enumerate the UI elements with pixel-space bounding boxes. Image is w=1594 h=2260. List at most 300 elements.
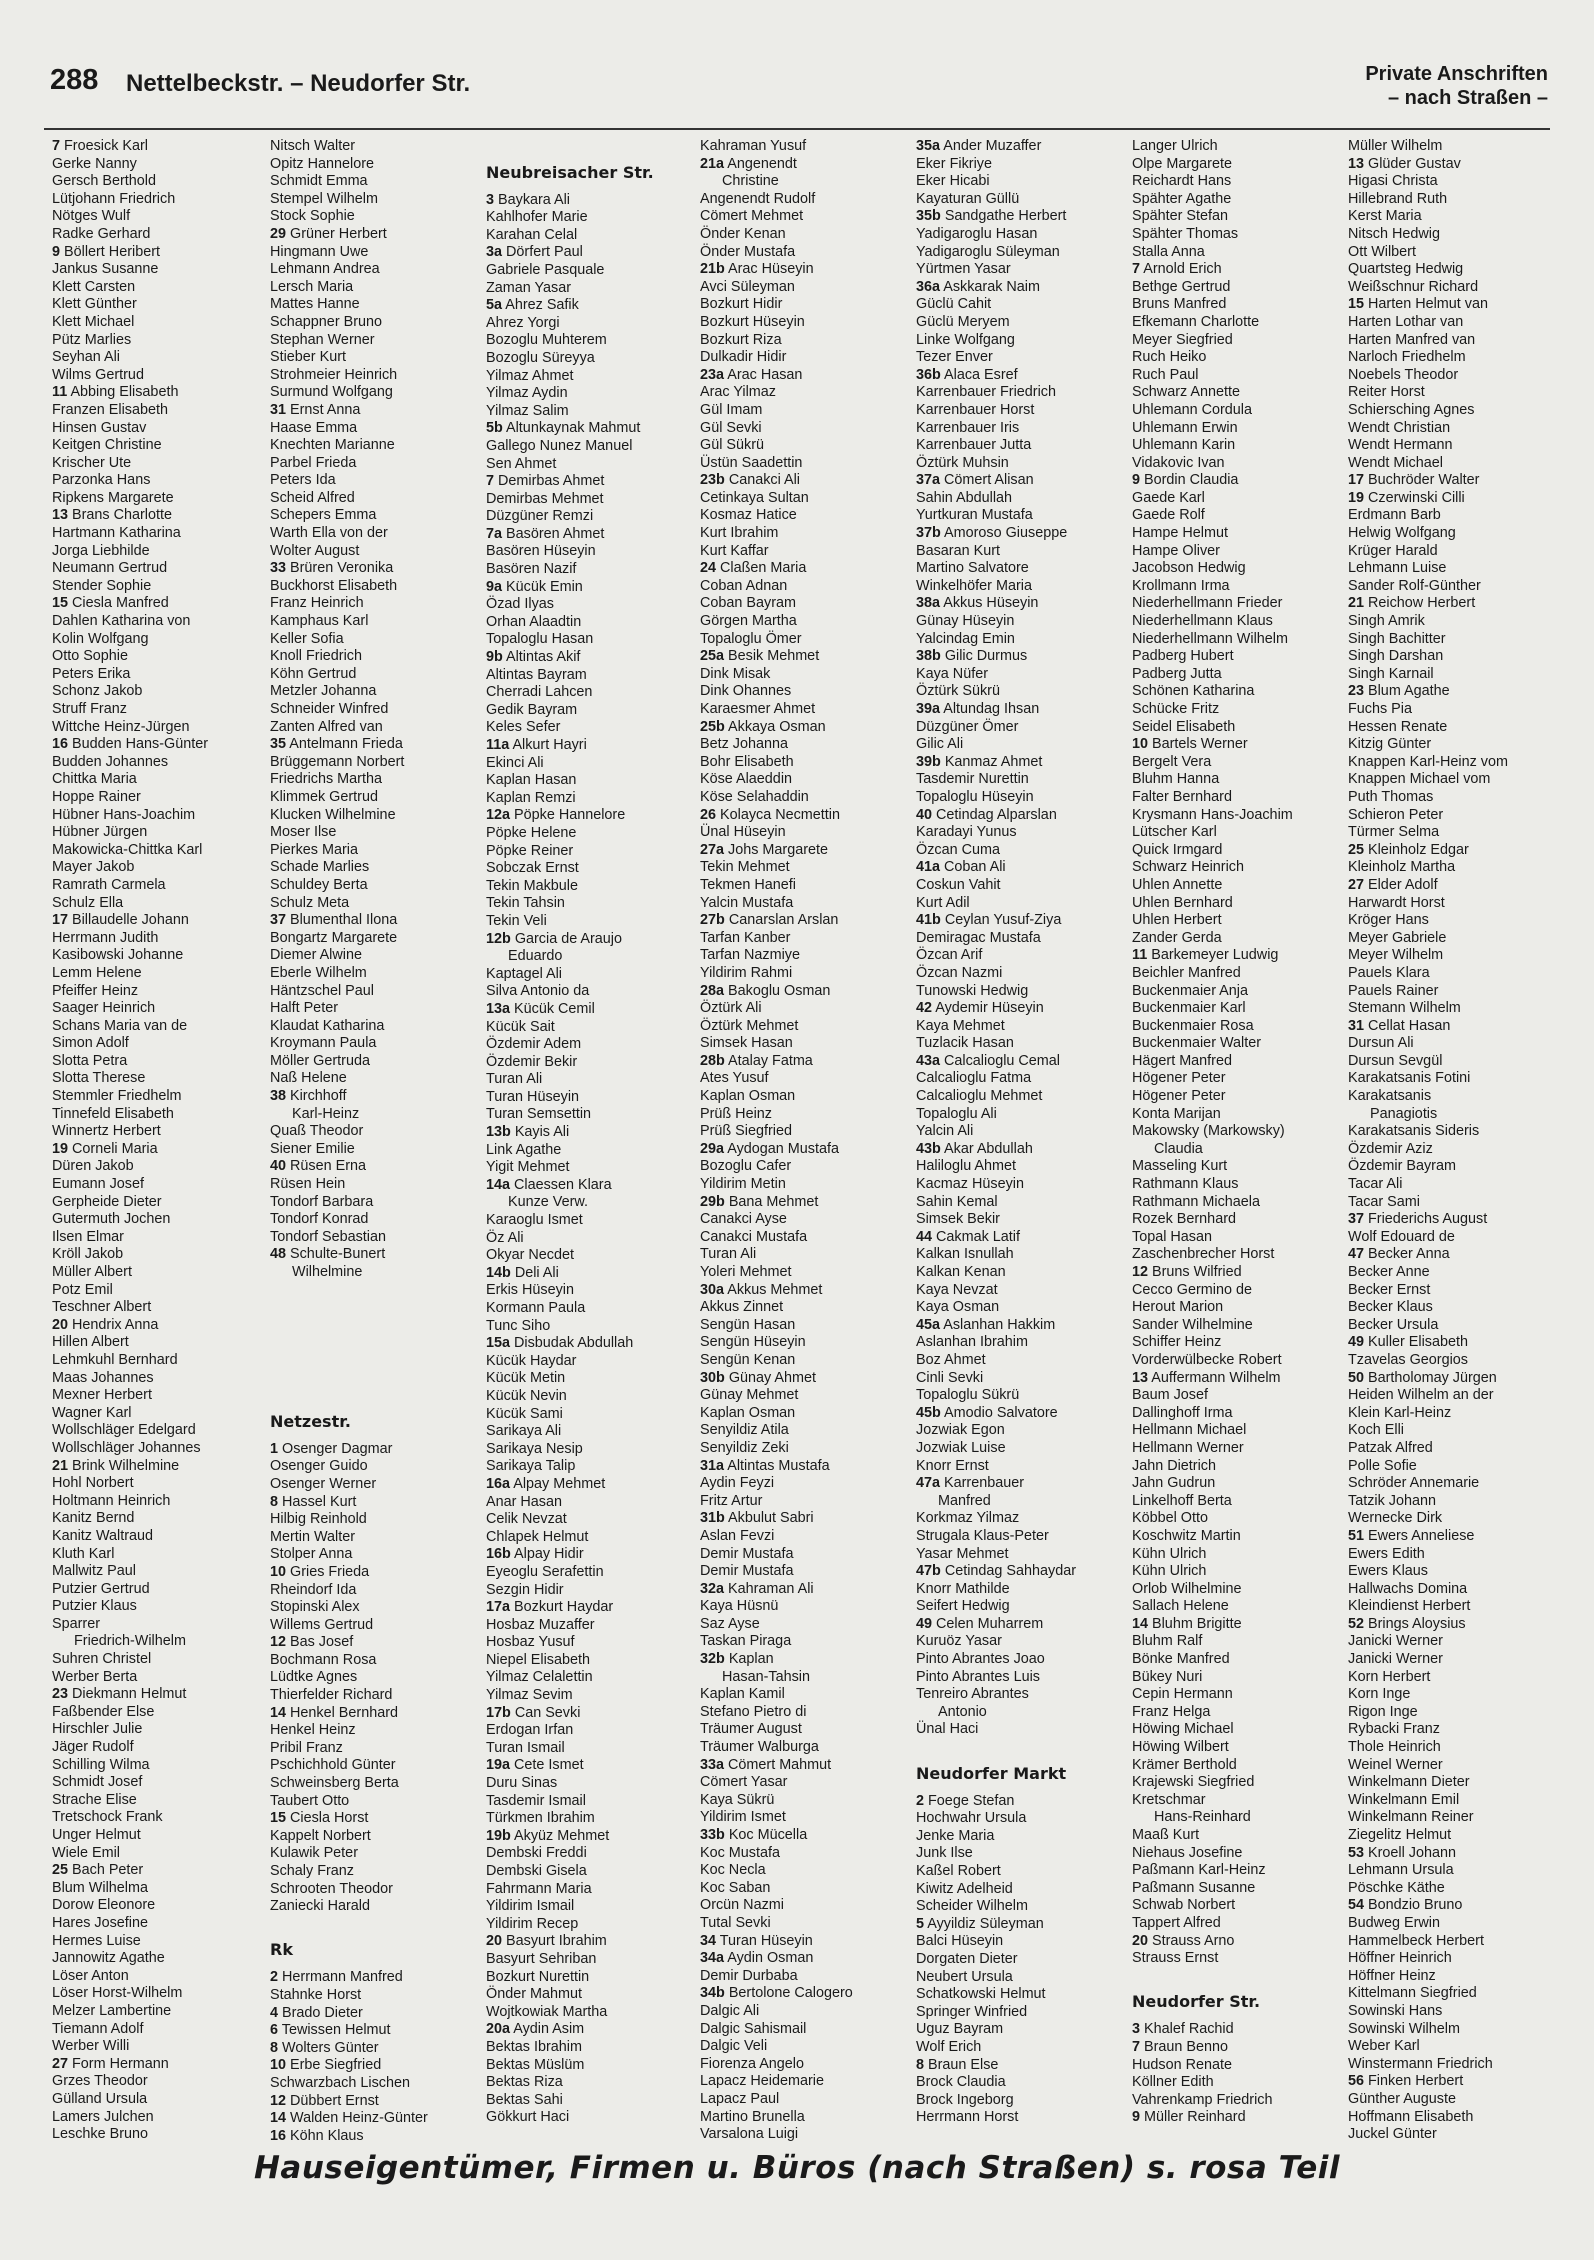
resident-name: Diekmann Helmut [72, 1686, 187, 1703]
listing-entry [1348, 912, 1508, 930]
resident-name: Ernst Anna [290, 401, 361, 418]
listing-entry [1132, 983, 1293, 1001]
listing-entry [700, 983, 853, 1001]
listing-entry [52, 1827, 208, 1845]
listing-entry [486, 1529, 654, 1547]
listing-entry [1348, 648, 1508, 666]
resident-name: Yilmaz Ahmet [486, 367, 574, 384]
listing-entry [1132, 296, 1293, 314]
resident-name: Demir Durbaba [700, 1967, 798, 1984]
resident-name: Schieron Peter [1348, 806, 1444, 823]
listing-entry [1132, 1370, 1293, 1388]
listing-entry [1132, 824, 1293, 842]
listing-entry [700, 1035, 853, 1053]
listing-entry [700, 1194, 853, 1212]
listing-entry [916, 1141, 1076, 1159]
house-number: 38 [270, 1088, 287, 1105]
listing-entry [700, 2021, 853, 2039]
resident-name: Parzonka Hans [52, 472, 151, 489]
resident-name: Willems Gertrud [270, 1616, 374, 1633]
listing-entry [1348, 2021, 1508, 2039]
column-6 [1132, 138, 1293, 2127]
resident-name: Topaloglu Ömer [700, 630, 802, 647]
listing-entry [916, 1493, 1076, 1511]
listing-entry [52, 1845, 208, 1863]
house-number: 31 [1348, 1017, 1365, 1034]
listing-entry [916, 1282, 1076, 1300]
house-number: 45b [916, 1404, 941, 1421]
resident-name: Tondorf Konrad [270, 1211, 369, 1228]
resident-name: Krämer Berthold [1132, 1756, 1237, 1773]
resident-name: Ewers Klaus [1348, 1563, 1428, 1580]
house-number: 10 [1132, 736, 1149, 753]
listing-entry [52, 472, 208, 490]
resident-name: Brado Dieter [282, 2004, 363, 2021]
listing-entry [916, 1405, 1076, 1423]
listing-entry [700, 296, 853, 314]
resident-name: Knoll Friedrich [270, 648, 362, 665]
resident-name: Cömert Alisan [944, 472, 1034, 489]
listing-entry [270, 1053, 428, 1071]
resident-name: Yadigaroglu Süleyman [916, 243, 1060, 260]
listing-entry [1132, 1510, 1293, 1528]
resident-name: Kücük Emin [506, 578, 583, 595]
listing-entry [486, 297, 654, 315]
resident-name: Ciesla Horst [290, 1810, 369, 1827]
listing-entry [270, 1599, 428, 1617]
listing-entry [700, 1405, 853, 1423]
listing-entry [700, 1950, 853, 1968]
resident-name: Grzes Theodor [52, 2073, 148, 2090]
listing-entry [1132, 1334, 1293, 1352]
resident-name: Weißschnur Richard [1348, 278, 1479, 295]
listing-entry [52, 1070, 208, 1088]
house-number: 3 [486, 191, 495, 208]
house-number: 37a [916, 472, 941, 489]
resident-name: Quartsteg Hedwig [1348, 261, 1464, 278]
resident-name: Demirbas Mehmet [486, 490, 604, 507]
resident-name: Löser Horst-Wilhelm [52, 1985, 183, 2002]
resident-name: Cömert Mahmut [728, 1756, 832, 1773]
listing-entry [486, 1054, 654, 1072]
house-number: 9 [52, 243, 61, 260]
resident-name: Ünal Haci [916, 1721, 979, 1738]
resident-name: Neumann Gertrud [52, 560, 168, 577]
resident-name: Sahin Abdullah [916, 489, 1013, 506]
resident-name: Keller Sofia [270, 630, 344, 647]
resident-name: Brans Charlotte [72, 507, 172, 524]
resident-name: Schatkowski Helmut [916, 1986, 1046, 2003]
listing-entry [52, 420, 208, 438]
listing-entry [700, 842, 853, 860]
resident-name: Bartholomay Jürgen [1368, 1369, 1497, 1386]
resident-name: Kücük Nevin [486, 1387, 567, 1404]
listing-entry [1132, 543, 1293, 561]
listing-entry [1348, 1000, 1508, 1018]
listing-entry [916, 631, 1076, 649]
street-heading: Neubreisacher Str. [486, 162, 654, 182]
listing-entry [486, 1494, 654, 1512]
resident-name: Mayer Jakob [52, 859, 135, 876]
listing-entry [270, 1176, 428, 1194]
listing-entry [52, 156, 208, 174]
resident-name: Turan Hüseyin [486, 1088, 580, 1105]
listing-entry [52, 877, 208, 895]
resident-name: Kolayca Necmettin [720, 806, 840, 823]
listing-entry [486, 1071, 654, 1089]
listing-entry [486, 1247, 654, 1265]
house-number: 14a [486, 1176, 511, 1193]
resident-name: Häntzschel Paul [270, 982, 374, 999]
listing-entry [700, 1440, 853, 1458]
listing-entry [916, 1088, 1076, 1106]
listing-entry [52, 631, 208, 649]
listing-entry [1132, 1633, 1293, 1651]
listing-entry [486, 1757, 654, 1775]
resident-name: Jahn Dietrich [1132, 1457, 1216, 1474]
resident-name: Cete Ismet [514, 1757, 584, 1774]
listing-entry [916, 156, 1076, 174]
house-number: 23 [52, 1686, 69, 1703]
resident-name: Wilms Gertrud [52, 366, 144, 383]
resident-name: Sahin Kemal [916, 1193, 998, 1210]
resident-name: Önder Kenan [700, 225, 786, 242]
resident-name: Basaran Kurt [916, 542, 1000, 559]
listing-entry [1348, 455, 1508, 473]
resident-name: Kunze Verw. [508, 1194, 588, 1211]
resident-name: Uhlen Bernhard [1132, 894, 1233, 911]
listing-entry [916, 1881, 1076, 1899]
resident-name: Schrooten Theodor [270, 1880, 393, 1897]
listing-entry [700, 191, 853, 209]
resident-name: Kaya Nevzat [916, 1281, 998, 1298]
resident-name: Becker Anne [1348, 1264, 1430, 1280]
house-number: 23a [700, 366, 725, 383]
resident-name: Fuchs Pia [1348, 701, 1412, 717]
resident-name: Abbing Elisabeth [70, 384, 179, 401]
house-number: 38a [916, 595, 941, 612]
listing-entry [52, 1510, 208, 1528]
listing-entry [486, 2021, 654, 2039]
listing-entry [700, 1370, 853, 1388]
resident-name: Winkelmann Emil [1348, 1791, 1460, 1808]
resident-name: Celik Nevzat [486, 1511, 567, 1528]
listing-entry [270, 1546, 428, 1564]
listing-entry [1132, 1035, 1293, 1053]
resident-name: Prüß Siegfried [700, 1123, 792, 1140]
listing-entry [1348, 2056, 1508, 2074]
resident-name: Högener Peter [1132, 1070, 1226, 1087]
listing-entry [52, 2109, 208, 2127]
house-number: 14 [270, 1704, 287, 1721]
resident-name: Hessen Renate [1348, 718, 1448, 735]
listing-entry [1132, 138, 1293, 156]
house-number: 30a [700, 1281, 725, 1298]
listing-entry [916, 1951, 1076, 1969]
resident-name: Herout Marion [1132, 1299, 1224, 1316]
house-number: 47a [916, 1475, 941, 1492]
resident-name: Claßen Maria [720, 560, 807, 577]
resident-name: Buckhorst Elisabeth [270, 577, 398, 594]
resident-name: Korn Herbert [1348, 1668, 1431, 1685]
listing-entry [270, 156, 428, 174]
resident-name: Bozkurt Nurettin [486, 1968, 590, 1985]
listing-entry [916, 789, 1076, 807]
resident-name: Basyurt Sehriban [486, 1950, 597, 1967]
listing-entry [52, 1475, 208, 1493]
listing-entry [700, 138, 853, 156]
resident-name: Singh Bachitter [1348, 630, 1446, 647]
listing-entry [52, 525, 208, 543]
listing-entry [270, 314, 428, 332]
house-number: 10 [270, 1563, 287, 1580]
house-number: 25a [700, 648, 725, 665]
house-number: 13a [486, 1000, 511, 1017]
listing-entry [486, 1353, 654, 1371]
listing-entry [52, 1757, 208, 1775]
resident-name: Altintas Mustafa [727, 1457, 830, 1474]
resident-name: Bönke Manfred [1132, 1651, 1230, 1668]
resident-name: Fahrmann Maria [486, 1880, 592, 1897]
listing-entry [916, 1000, 1076, 1018]
listing-entry [52, 807, 208, 825]
resident-name: Dursun Ali [1348, 1035, 1414, 1052]
listing-entry [52, 1000, 208, 1018]
resident-name: Eduardo [508, 948, 563, 965]
house-number: 10 [270, 2057, 287, 2074]
listing-entry [486, 1124, 654, 1142]
resident-name: Dalgic Veli [700, 2038, 768, 2055]
resident-name: Ceylan Yusuf-Ziya [944, 912, 1062, 929]
listing-entry [916, 736, 1076, 754]
house-number: 36a [916, 278, 941, 295]
resident-name: Öztürk Muhsin [916, 454, 1009, 471]
resident-name: Chlapek Helmut [486, 1528, 589, 1545]
listing-entry [52, 1211, 208, 1229]
resident-name: Topaloglu Sükrü [916, 1387, 1020, 1404]
house-number: 32b [700, 1651, 725, 1668]
resident-name: Ciesla Manfred [72, 595, 169, 612]
listing-entry [270, 1158, 428, 1176]
resident-name: Sengün Hasan [700, 1316, 796, 1333]
listing-entry [1348, 859, 1508, 877]
listing-entry [486, 1458, 654, 1476]
resident-name: Demiragac Mustafa [916, 929, 1041, 946]
resident-name: Harten Manfred van [1348, 331, 1476, 348]
resident-name: Tekin Tahsin [486, 895, 565, 912]
listing-entry [486, 491, 654, 509]
listing-entry [486, 368, 654, 386]
resident-name: Tekin Mehmet [700, 859, 790, 876]
resident-name: Jorga Liebhilde [52, 542, 150, 559]
listing-entry [700, 1968, 853, 1986]
listing-entry [916, 1510, 1076, 1528]
listing-entry [700, 2091, 853, 2109]
resident-name: Cetindag Alparslan [936, 806, 1057, 823]
resident-name: Gaede Rolf [1132, 507, 1205, 524]
listing-entry [52, 1616, 208, 1634]
listing-entry [1132, 1845, 1293, 1863]
house-number: 12b [486, 930, 511, 947]
house-number: 13 [1132, 1369, 1149, 1386]
listing-entry [270, 1669, 428, 1687]
resident-name: Bozoglu Cafer [700, 1158, 792, 1175]
listing-entry [1132, 1809, 1293, 1827]
resident-name: Schiffer Heinz [1132, 1334, 1222, 1351]
listing-entry [916, 895, 1076, 913]
resident-name: Tunowski Hedwig [916, 982, 1029, 999]
resident-name: Schulz Meta [270, 894, 350, 911]
listing-entry [1348, 1985, 1508, 2003]
resident-name: Wendt Michael [1348, 454, 1443, 471]
listing-entry [1348, 1158, 1508, 1176]
resident-name: Krüger Harald [1348, 542, 1438, 559]
resident-name: Pauels Klara [1348, 964, 1430, 981]
listing-entry [270, 1564, 428, 1582]
resident-name: Spähter Thomas [1132, 225, 1239, 242]
listing-entry [486, 1740, 654, 1758]
resident-name: Helwig Wolfgang [1348, 525, 1456, 542]
resident-name: Czerwinski Cilli [1368, 489, 1465, 506]
listing-entry [52, 1229, 208, 1247]
listing-entry [700, 789, 853, 807]
listing-entry [1132, 1950, 1293, 1968]
house-number: 27 [52, 2055, 69, 2072]
resident-name: Träumer Walburga [700, 1739, 819, 1756]
listing-entry [916, 1704, 1076, 1722]
listing-entry [1348, 1581, 1508, 1599]
listing-entry [52, 578, 208, 596]
resident-name: Bozoglu Süreyya [486, 349, 595, 366]
listing-entry [1132, 1053, 1293, 1071]
listing-entry [486, 1652, 654, 1670]
house-number: 33a [700, 1756, 725, 1773]
house-number: 34 [700, 1932, 717, 1949]
house-number: 38b [916, 648, 941, 665]
resident-name: Karrenbauer Friedrich [916, 384, 1056, 401]
listing-entry [916, 1422, 1076, 1440]
listing-entry [486, 1775, 654, 1793]
listing-entry [700, 367, 853, 385]
house-number: 29b [700, 1193, 725, 1210]
resident-name: Dübbert Ernst [290, 2092, 379, 2109]
resident-name: Kayis Ali [514, 1124, 570, 1141]
house-number: 11 [1132, 947, 1148, 964]
listing-entry [700, 525, 853, 543]
resident-name: Kayaturan Güllü [916, 190, 1020, 207]
resident-name: Form Hermann [72, 2055, 169, 2072]
house-number: 3a [486, 244, 503, 261]
resident-name: Erbe Siegfried [290, 2057, 382, 2074]
resident-name: Kücük Cemil [514, 1000, 595, 1017]
listing-entry [270, 683, 428, 701]
resident-name: Stempel Wilhelm [270, 190, 378, 207]
resident-name: Gülland Ursula [52, 2090, 148, 2107]
house-number: 44 [916, 1228, 933, 1245]
resident-name: Teschner Albert [52, 1299, 152, 1316]
resident-name: Günay Hüseyin [916, 613, 1015, 630]
listing-entry [916, 1317, 1076, 1335]
listing-entry [52, 1721, 208, 1739]
listing-entry [1348, 2109, 1508, 2127]
listing-entry [700, 736, 853, 754]
listing-entry [270, 1246, 428, 1264]
listing-entry [1132, 1880, 1293, 1898]
column-1 [52, 138, 208, 2144]
listing-entry [270, 1229, 428, 1247]
listing-entry [700, 683, 853, 701]
listing-entry [270, 613, 428, 631]
resident-name: Jenke Maria [916, 1827, 995, 1844]
house-number: 53 [1348, 1844, 1365, 1861]
listing-entry [1132, 472, 1293, 490]
listing-entry [916, 1581, 1076, 1599]
listing-entry [1132, 648, 1293, 666]
house-number: 27a [700, 841, 725, 858]
listing-entry [486, 825, 654, 843]
resident-name: Köhn Gertrud [270, 665, 357, 682]
resident-name: Ewers Edith [1348, 1545, 1425, 1562]
resident-name: Dalgic Ali [700, 2002, 760, 2019]
listing-entry [700, 1211, 853, 1229]
listing-entry [486, 1722, 654, 1740]
spacer [486, 138, 654, 156]
listing-entry [1348, 173, 1508, 191]
resident-name: Schans Maria van de [52, 1017, 188, 1034]
resident-name: Fiorenza Angelo [700, 2055, 805, 2072]
listing-entry [1132, 1528, 1293, 1546]
resident-name: Koc Mücella [728, 1827, 808, 1843]
resident-name: Tarfan Kanber [700, 929, 791, 946]
resident-name: Sarikaya Ali [486, 1423, 562, 1440]
listing-entry [270, 1511, 428, 1529]
resident-name: Kasibowski Johanne [52, 947, 184, 964]
house-number: 33 [270, 560, 287, 577]
resident-name: Ates Yusuf [700, 1070, 769, 1087]
resident-name: Link Agathe [486, 1141, 562, 1158]
listing-entry [700, 578, 853, 596]
resident-name: Nitsch Walter [270, 138, 356, 154]
resident-name: Halft Peter [270, 1000, 338, 1017]
resident-name: Bertolone Calogero [728, 1985, 853, 2002]
listing-entry [1132, 2074, 1293, 2092]
house-number: 20 [52, 1316, 69, 1333]
resident-name: Alpay Mehmet [513, 1475, 606, 1492]
header-rule [44, 128, 1550, 130]
listing-entry [1348, 349, 1508, 367]
listing-entry [700, 472, 853, 490]
resident-name: Karakatsanis [1348, 1088, 1432, 1105]
resident-name: Ekinci Ali [486, 754, 544, 771]
page-number: 288 [50, 64, 99, 96]
listing-entry [486, 737, 654, 755]
resident-name: Höwing Wilbert [1132, 1739, 1229, 1756]
resident-name: Altundag Ihsan [943, 701, 1040, 717]
resident-name: Kitzig Günter [1348, 736, 1432, 753]
listing-entry [1348, 1809, 1508, 1827]
resident-name: Walden Heinz-Günter [290, 2110, 428, 2127]
listing-entry [270, 226, 428, 244]
listing-entry [1348, 1422, 1508, 1440]
house-number: 19 [52, 1140, 69, 1157]
resident-name: Pfeiffer Heinz [52, 982, 139, 999]
listing-entry [700, 666, 853, 684]
listing-entry [1132, 613, 1293, 631]
listing-entry [486, 649, 654, 667]
resident-name: Harten Lothar van [1348, 313, 1464, 330]
resident-name: Linkelhoff Berta [1132, 1492, 1232, 1509]
listing-entry [1348, 595, 1508, 613]
